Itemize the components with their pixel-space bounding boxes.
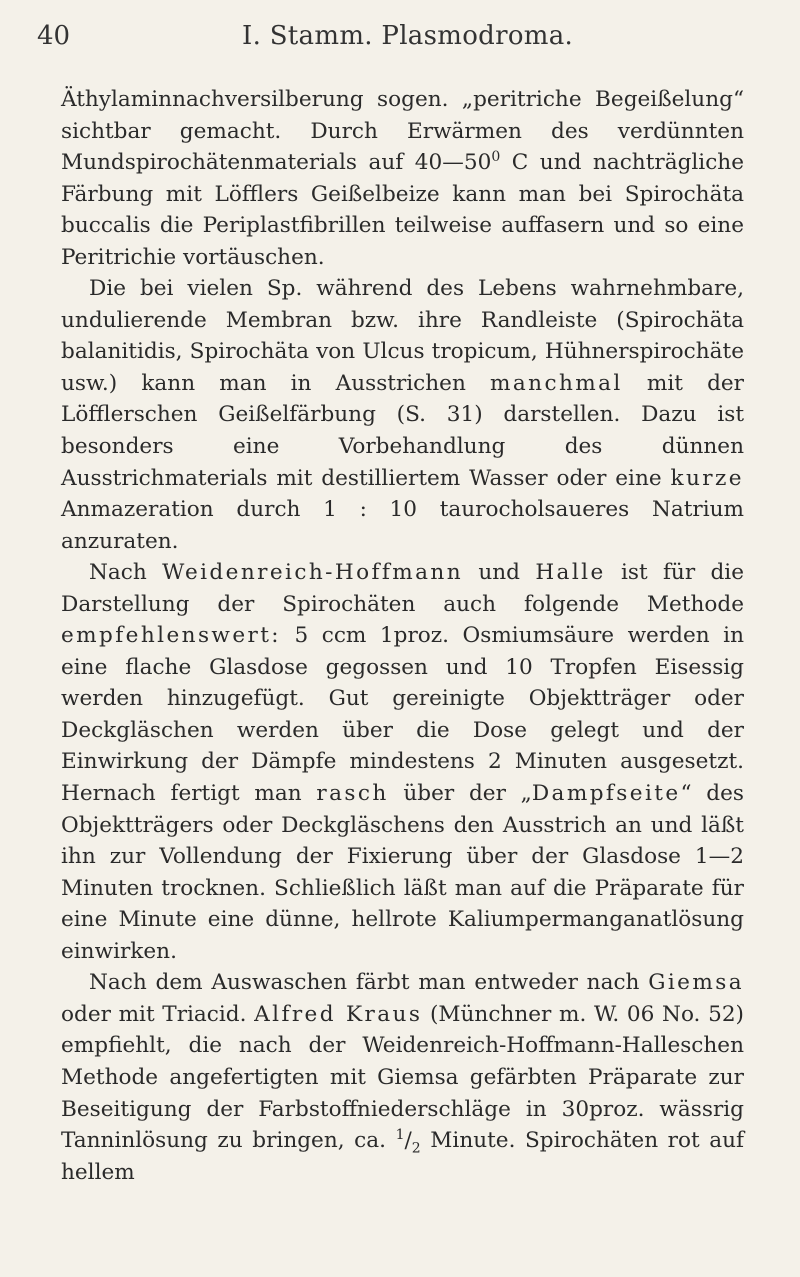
paragraph [61, 557, 744, 967]
paragraph [61, 84, 744, 273]
body-text [61, 84, 744, 1188]
text-run: über der „ [388, 781, 532, 807]
text-run: Minute. Spirochäten rot auf hellem [61, 1128, 745, 1185]
text-run: / [404, 1128, 412, 1154]
spaced-emphasis: manchmal [490, 370, 623, 396]
text-run: “ des Objektträgers oder Deckgläschens den Ausstrich an und läßt ihn zur Vollendung der Fixierung über der Glasdose 1—2 Minuten trocknen. Schließlich läßt man auf die Präparate für eine Minute eine dünne, hellrote Kaliumpermanganatlösung einwirken. [61, 781, 744, 964]
text-run: oder mit Triacid. [61, 1001, 255, 1027]
text-run: Nach dem Auswaschen färbt man entweder nach [89, 970, 649, 996]
page-number: 40 [37, 21, 71, 51]
spaced-emphasis: empfehlenswert: [61, 623, 281, 649]
text-run: 5 ccm 1proz. Osmiumsäure werden in eine flache Glasdose gegossen und 10 Tropfen Eisessig werden hinzugefügt. Gut gereinigte Objektträger oder Deckgläschen werden über die Dose gelegt und der Einwirkung der Dämpfe mindestens 2 Minuten ausgesetzt. Hernach fertigt man [61, 623, 744, 807]
spaced-emphasis: Weidenreich-Hoffmann [162, 560, 464, 586]
text-run: mit der Löfflerschen Geißelfärbung (S. 31) darstellen. Dazu ist besonders eine Vorbehandlung des dünnen Ausstrichmaterials mit destilliertem Wasser oder eine [61, 370, 745, 491]
text-run: Die bei vielen Sp. während des Lebens wahrnehmbare, undulierende Membran bzw. ihre Randleiste (Spirochäta balanitidis, Spirochäta von Ulcus tropicum, Hühnerspirochäte usw.) kann man in Ausstrichen [61, 276, 744, 396]
spaced-emphasis: Alfred Kraus [254, 1001, 423, 1027]
text-run: Äthylaminnachversilberung sogen. „peritriche Begeißelung“ sichtbar gemacht. Durch Erwärmen des verdünnten Mundspirochätenmaterials auf 40—50 [61, 87, 744, 176]
text-run: Nach [89, 560, 163, 586]
paragraph [61, 967, 744, 1188]
page-header [37, 18, 757, 54]
subscript: 2 [411, 1140, 421, 1157]
superscript: 1 [395, 1126, 405, 1143]
text-run: (Münchner m. W. 06 No. 52) empfiehlt, die nach der Weidenreich-Hoffmann-Halleschen Methode angefertigten mit Giemsa gefärbten Präparate zur Beseitigung der Farbstoffniederschläge in 30proz. wässrig Tanninlösung zu bringen, ca. [61, 1001, 744, 1154]
spaced-emphasis: rasch [316, 781, 389, 807]
spaced-emphasis: Dampfseite [531, 781, 681, 807]
superscript: 0 [491, 148, 501, 165]
spaced-emphasis: Giemsa [648, 970, 744, 996]
paragraph [61, 273, 744, 557]
text-run: und [463, 560, 536, 586]
spaced-emphasis: kurze [670, 465, 744, 491]
text-run: C und nachträgliche Färbung mit Löfflers Geißelbeize kann man bei Spirochäta buccalis die Periplastfibrillen teilweise auffasern und so eine Peritrichie vortäuschen. [61, 150, 744, 270]
spaced-emphasis: Halle [535, 560, 606, 586]
text-run: ist für die Darstellung der Spirochäten auch folgende Methode [61, 560, 744, 617]
running-title: I. Stamm. Plasmodroma. [242, 21, 574, 51]
text-run: Anmazeration durch 1 : 10 taurocholsaueres Natrium anzuraten. [61, 497, 744, 554]
